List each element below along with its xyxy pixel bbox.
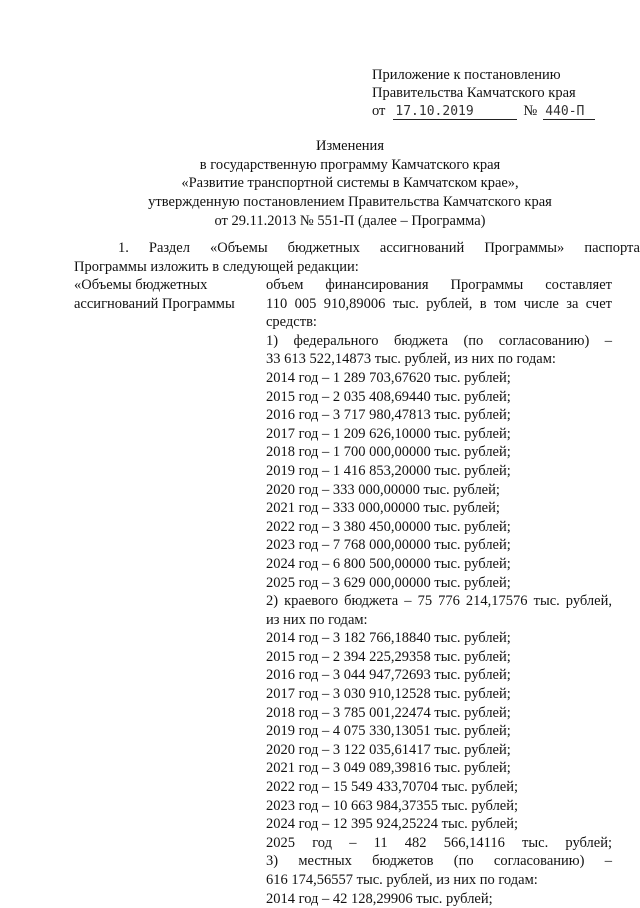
content-line: 2025 год – 3 629 000,00000 тыс. рублей; — [266, 574, 511, 591]
resolution-date: 17.10.2019 — [393, 105, 517, 120]
content-line: 2017 год – 3 030 910,12528 тыс. рублей; — [266, 686, 511, 703]
row-label — [74, 276, 264, 313]
content-line: 2024 год – 12 395 924,25224 тыс. рублей; — [266, 816, 519, 833]
content-line: 2020 год – 3 122 035,61417 тыс. рублей; — [266, 741, 511, 758]
content-line: 2014 год – 1 289 703,67620 тыс. рублей; — [266, 369, 511, 386]
number-label: № — [523, 103, 538, 119]
intro-line-1: 1. Раздел «Объемы бюджетных ассигнований Программы» паспорта — [118, 240, 640, 256]
content-line: 2020 год – 333 000,00000 тыс. рублей; — [266, 481, 500, 498]
content-line: 2022 год – 3 380 450,00000 тыс. рублей; — [266, 518, 511, 535]
content-line: 2023 год – 10 663 984,37355 тыс. рублей; — [266, 797, 519, 814]
content-line: 2015 год – 2 035 408,69440 тыс. рублей; — [266, 388, 511, 405]
content-line: 2) краевого бюджета – 75 776 214,17576 тыс. рублей, — [266, 593, 612, 610]
content-line: 2018 год – 3 785 001,22474 тыс. рублей; — [266, 704, 511, 721]
content-line: 2015 год – 2 394 225,29358 тыс. рублей; — [266, 648, 511, 665]
content-line: 2021 год – 333 000,00000 тыс. рублей; — [266, 500, 500, 517]
content-line: 616 174,56557 тыс. рублей, из них по годам: — [266, 872, 538, 888]
content-line: 2021 год – 3 049 089,39816 тыс. рублей; — [266, 760, 511, 777]
content-line: 33 613 522,14873 тыс. рублей, из них по годам: — [266, 351, 556, 368]
title-line: Изменения — [316, 138, 384, 154]
title-line: утвержденную постановлением Правительства Камчатского края — [148, 194, 552, 211]
content-line: 2014 год – 3 182 766,18840 тыс. рублей; — [266, 630, 511, 647]
resolution-number: 440-П — [543, 105, 595, 120]
funding-content — [266, 276, 612, 908]
content-line: 2019 год – 1 416 853,20000 тыс. рублей; — [266, 462, 511, 479]
content-line: 2014 год – 42 128,29906 тыс. рублей; — [266, 890, 493, 907]
title-line: в государственную программу Камчатского края — [199, 156, 501, 173]
intro-line-2: Программы изложить в следующей редакции: — [74, 259, 359, 275]
content-line: 2023 год – 7 768 000,00000 тыс. рублей; — [266, 537, 511, 554]
content-line: 2025 год – 11 482 566,14116 тыс. рублей; — [266, 834, 612, 851]
content-line: средств: — [266, 314, 317, 331]
appendix-line-1: Приложение к постановлению — [372, 67, 561, 83]
content-line: 2016 год – 3 717 980,47813 тыс. рублей; — [266, 407, 511, 424]
content-line: 3) местных бюджетов (по согласованию) – — [266, 853, 612, 870]
title-line: «Развитие транспортной системы в Камчатском крае», — [181, 175, 519, 192]
document-title — [60, 137, 640, 231]
title-line: от 29.11.2013 № 551-П (далее – Программа) — [214, 212, 486, 229]
content-line: 2016 год – 3 044 947,72693 тыс. рублей; — [266, 667, 511, 684]
appendix-line-2: Правительства Камчатского края — [372, 85, 576, 101]
content-line: 1) федерального бюджета (по согласованию) – — [266, 332, 612, 349]
content-line: 2017 год – 1 209 626,10000 тыс. рублей; — [266, 425, 511, 442]
content-line: 110 005 910,89006 тыс. рублей, в том числе за счет — [266, 295, 612, 312]
content-line: 2022 год – 15 549 433,70704 тыс. рублей; — [266, 779, 519, 796]
row-label-line: «Объемы бюджетных — [74, 277, 208, 293]
content-line: объем финансирования Программы составляет — [266, 277, 612, 293]
appendix-date-row — [372, 102, 622, 120]
row-label-line: ассигнований Программы — [74, 295, 235, 312]
from-label: от — [372, 103, 386, 119]
content-line: 2024 год – 6 800 500,00000 тыс. рублей; — [266, 555, 511, 572]
content-line: из них по годам: — [266, 611, 368, 628]
content-line: 2019 год – 4 075 330,13051 тыс. рублей; — [266, 723, 511, 740]
appendix-header — [372, 66, 622, 120]
intro-paragraph — [74, 239, 640, 277]
content-line: 2018 год – 1 700 000,00000 тыс. рублей; — [266, 444, 511, 461]
